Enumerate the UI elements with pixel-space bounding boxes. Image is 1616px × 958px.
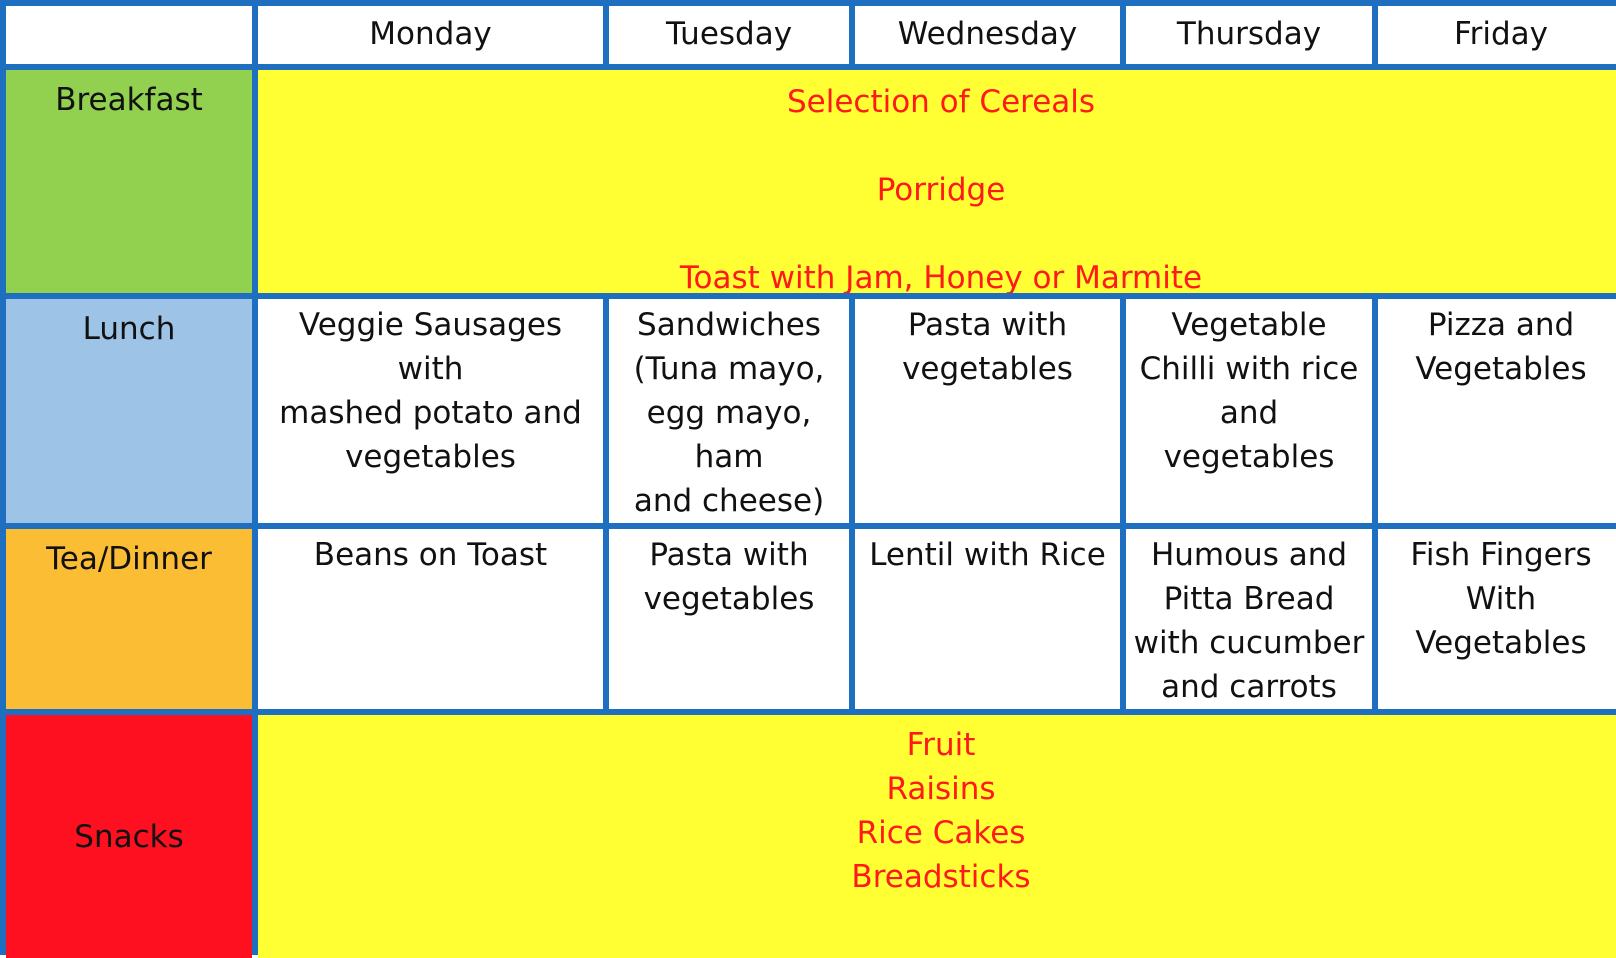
breakfast-item: Selection of Cereals [786,84,1096,120]
menu-line: vegetables [345,439,516,475]
menu-line: Lentil with Rice [869,537,1106,573]
lunch-monday [258,299,603,523]
menu-line: Pasta with [907,307,1068,343]
menu-line: vegetables [643,581,815,617]
tea-wednesday [855,529,1120,709]
menu-line: With [1465,581,1537,617]
menu-line: Vegetable [1171,307,1327,343]
menu-line: Chilli with rice [1139,351,1359,387]
menu-line: vegetables [902,351,1073,387]
header-tuesday: Tuesday [609,6,849,64]
row-label-tea-dinner: Tea/Dinner [6,529,252,709]
snack-item: Rice Cakes [856,815,1026,851]
tea-thursday [1126,529,1372,709]
snack-item: Breadsticks [851,859,1031,895]
menu-line: and cheese) [633,483,825,519]
menu-line: and vegetables [1163,395,1335,475]
menu-line: Pitta Bread [1163,581,1335,617]
tea-tuesday [609,529,849,709]
lunch-friday [1378,299,1616,523]
menu-line: Pasta with [649,537,809,573]
tea-monday [258,529,603,709]
lunch-tuesday [609,299,849,523]
menu-line: with cucumber [1133,625,1365,661]
menu-line: Pizza and [1427,307,1575,343]
snack-item: Raisins [886,771,996,807]
menu-line: (Tuna mayo, [633,351,825,387]
menu-line: mashed potato and [279,395,582,431]
lunch-wednesday [855,299,1120,523]
snack-item: Fruit [906,727,976,763]
snacks-all-days [258,715,1616,958]
menu-line: Sandwiches [637,307,821,343]
header-monday: Monday [258,6,603,64]
corner-cell [6,6,252,64]
menu-line: and carrots [1161,669,1337,705]
breakfast-item: Toast with Jam, Honey or Marmite [679,260,1203,293]
menu-line: egg mayo, ham [646,395,812,475]
menu-line: Vegetables [1415,351,1587,387]
breakfast-all-days [258,70,1616,293]
breakfast-item: Porridge [876,172,1006,208]
header-friday: Friday [1378,6,1616,64]
tea-friday [1378,529,1616,709]
menu-line: Humous and [1150,537,1348,573]
menu-line: Fish Fingers [1410,537,1592,573]
row-label-breakfast: Breakfast [6,70,252,293]
snacks-label-text: Snacks [74,818,184,855]
header-wednesday: Wednesday [855,6,1120,64]
header-thursday: Thursday [1126,6,1372,64]
lunch-thursday [1126,299,1372,523]
menu-line: Veggie Sausages with [298,307,563,387]
menu-line: Beans on Toast [313,537,548,573]
row-label-snacks [6,715,252,958]
menu-line: Vegetables [1415,625,1587,661]
row-label-lunch: Lunch [6,299,252,523]
